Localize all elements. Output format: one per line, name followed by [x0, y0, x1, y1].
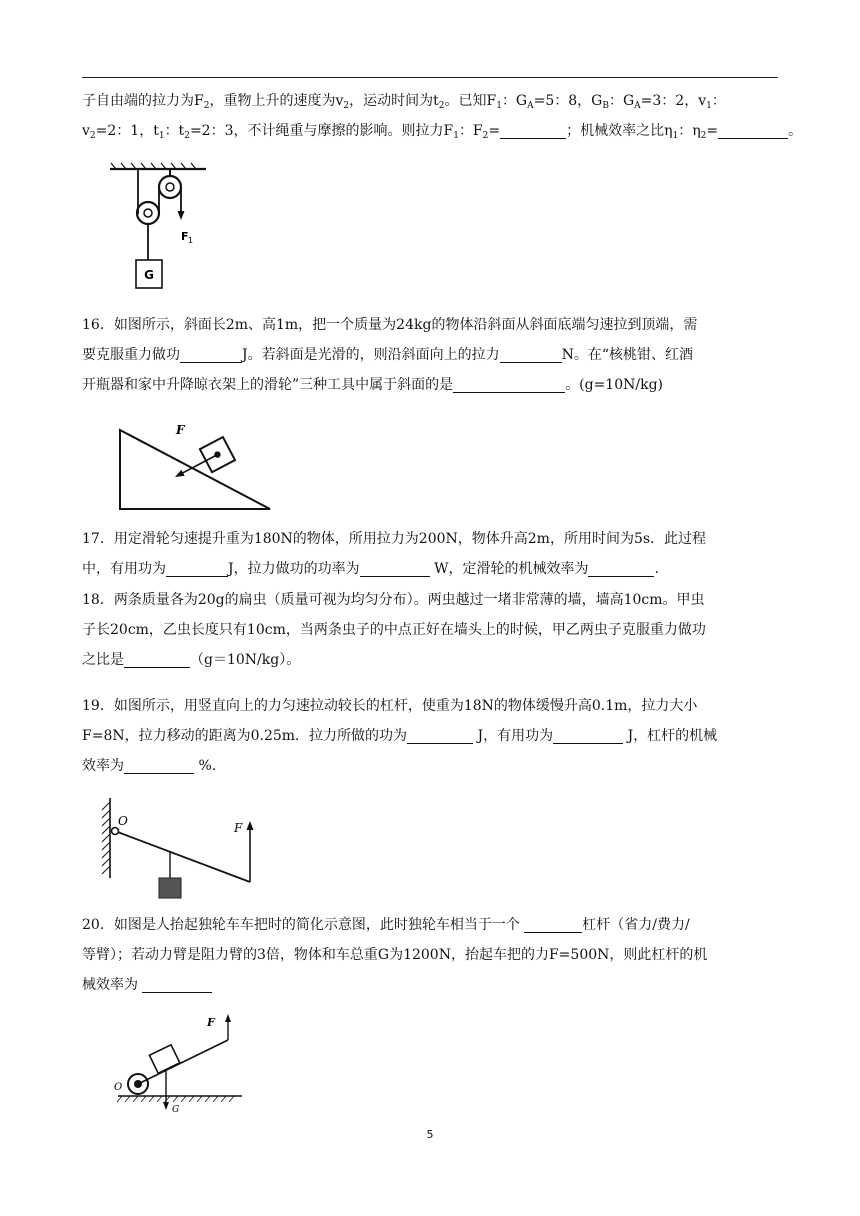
- header-rule: [82, 77, 778, 78]
- answer-blank[interactable]: [124, 757, 194, 774]
- question-20-text: 20．如图是人抬起独轮车车把时的简化示意图，此时独轮车相当于一个 杠杆（省力/费力/ 等臂）；若动力臂是阻力臂的3倍，物体和车总重G为1200N，抬起车把的力F=500N，则此杠杆的机 械效率为: [82, 917, 708, 993]
- pivot-label: O: [118, 814, 128, 828]
- question-18-text: 18．两条质量各为20g的扁虫（质量可视为均匀分布）。两虫越过一堵非常薄的墙，墙高10cm。甲虫 子长20cm，乙虫长度只有10cm，当两条虫子的中点正好在墙头上的时候，甲乙两虫子克服重力做功 之比是 （g＝10N/kg）。: [82, 592, 706, 668]
- answer-blank[interactable]: [124, 651, 190, 668]
- answer-blank[interactable]: [142, 976, 212, 993]
- force-label-subscript: 1: [188, 236, 194, 245]
- answer-blank[interactable]: [407, 727, 473, 744]
- incline-figure: [112, 420, 274, 515]
- question-15-text: 子自由端的拉力为$F_2$，重物上升的速度为$v_2$，运动时间为$t_2$。已知$F_1$：$G_A=5$：8，$G_B$：$G_A=3$：2，$v_1$： $v_2=2$：1，$t_1$：$t_2=2$：3，不计绳重与摩擦的影响。则拉力$F_1$：$F_2=$ ；机械效率之比$\eta_1$：$\eta_2=$ 。: [82, 93, 803, 141]
- answer-blank[interactable]: [500, 122, 566, 139]
- wheelbarrow-figure: [110, 1010, 250, 1114]
- answer-blank[interactable]: [500, 346, 562, 363]
- answer-blank[interactable]: [180, 346, 242, 363]
- answer-blank[interactable]: [524, 916, 582, 933]
- question-16-text: 16．如图所示，斜面长2m、高1m，把一个质量为24kg的物体沿斜面从斜面底端匀速拉到顶端，需 要克服重力做功 J。若斜面是光滑的，则沿斜面向上的拉力 N。在“核桃钳、红酒 开瓶器和家中升降晾衣架上的滑轮”三种工具中属于斜面的是 。(g=10N/kg): [82, 317, 698, 393]
- pulley-figure: [108, 162, 208, 294]
- force-label: F: [181, 230, 189, 243]
- answer-blank[interactable]: [718, 122, 788, 139]
- weight-label: G: [144, 268, 154, 282]
- force-label: F: [176, 423, 185, 437]
- answer-blank[interactable]: [553, 727, 623, 744]
- weight-label: G: [172, 1105, 180, 1114]
- answer-blank[interactable]: [166, 560, 228, 577]
- force-label: F: [207, 1016, 215, 1029]
- lever-figure: [100, 796, 270, 906]
- question-19-text: 19．如图所示，用竖直向上的力匀速拉动较长的杠杆，使重为18N的物体缓慢升高0.1m，拉力大小 F=8N，拉力移动的距离为0.25m．拉力所做的功为 J，有用功为 J，杠杆的机械 效率为 %.: [82, 698, 718, 774]
- pivot-label: O: [114, 1082, 123, 1093]
- answer-blank[interactable]: [588, 560, 654, 577]
- answer-blank[interactable]: [453, 376, 565, 393]
- answer-blank[interactable]: [360, 560, 430, 577]
- page-number: 5: [426, 1128, 434, 1141]
- force-label: F: [234, 821, 243, 835]
- question-17-text: 17．用定滑轮匀速提升重为180N的物体，所用拉力为200N，物体升高2m，所用时间为5s．此过程 中，有用功为 J，拉力做功的功率为 W，定滑轮的机械效率为 .: [82, 531, 707, 577]
